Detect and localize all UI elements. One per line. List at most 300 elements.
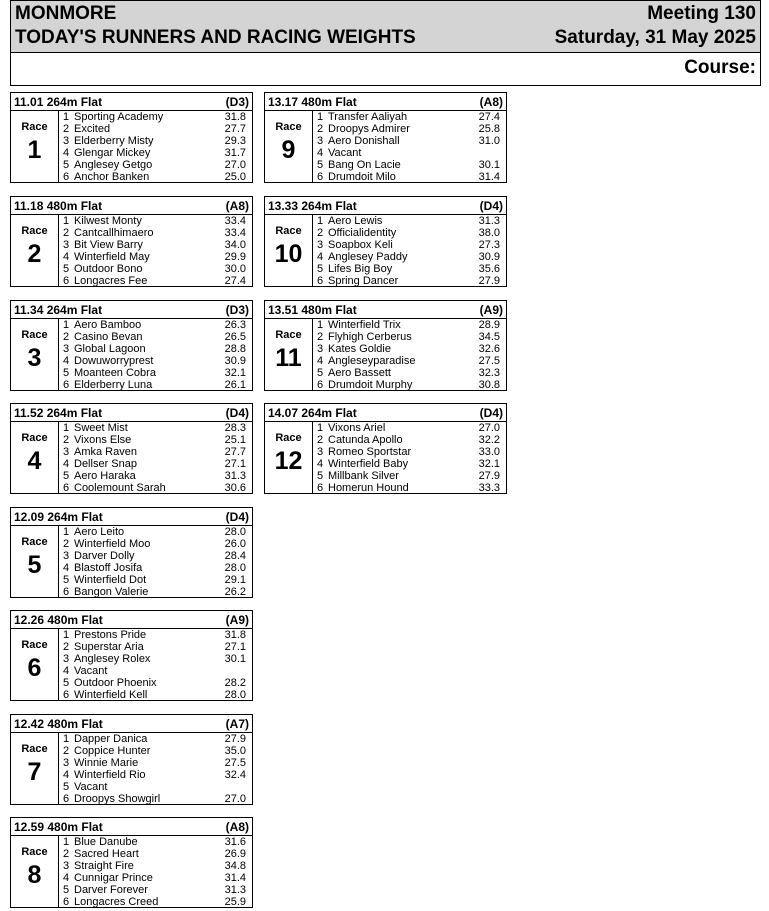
runner-name: Superstar Aria bbox=[74, 641, 144, 653]
runner-row bbox=[59, 641, 252, 653]
race-card-header bbox=[265, 197, 506, 215]
runner-row bbox=[59, 227, 252, 239]
runner-row bbox=[59, 171, 252, 183]
runner-row bbox=[313, 215, 506, 227]
runner-name: Excited bbox=[74, 123, 111, 135]
runner-name: Sacred Heart bbox=[74, 848, 139, 860]
runner-list bbox=[59, 733, 252, 804]
runner-name: Darver Dolly bbox=[74, 550, 135, 562]
trap-number: 6 bbox=[63, 275, 70, 287]
runner-weight: 27.9 bbox=[224, 733, 246, 745]
runner-row bbox=[313, 147, 506, 159]
runner-name: Dowuworryprest bbox=[74, 355, 154, 367]
race-card-header bbox=[11, 715, 252, 733]
runner-weight: 28.2 bbox=[224, 677, 246, 689]
runner-row bbox=[313, 239, 506, 251]
runner-row bbox=[59, 434, 252, 446]
runner-weight: 29.9 bbox=[224, 251, 246, 263]
runner-row bbox=[59, 319, 252, 331]
runner-row bbox=[59, 367, 252, 379]
trap-number: 3 bbox=[63, 343, 70, 355]
trap-number: 3 bbox=[63, 550, 70, 562]
runner-weight: 32.4 bbox=[224, 769, 246, 781]
race-label: Race bbox=[21, 536, 48, 548]
race-number-box bbox=[265, 421, 313, 493]
runner-weight: 34.5 bbox=[478, 331, 500, 343]
runner-row bbox=[59, 275, 252, 287]
runner-name: Homerun Hound bbox=[328, 482, 409, 494]
runner-name: Aero Haraka bbox=[74, 470, 136, 482]
race-number: 12 bbox=[274, 447, 303, 475]
trap-number: 4 bbox=[63, 147, 70, 159]
race-card bbox=[10, 196, 253, 287]
runner-name: Sweet Mist bbox=[74, 422, 128, 434]
race-label: Race bbox=[21, 432, 48, 444]
runner-weight: 33.0 bbox=[478, 446, 500, 458]
runner-name: Kates Goldie bbox=[328, 343, 391, 355]
runner-name: Bit View Barry bbox=[74, 239, 143, 251]
runner-name: Cunnigar Prince bbox=[74, 872, 153, 884]
runner-name: Global Lagoon bbox=[74, 343, 146, 355]
runner-weight: 32.1 bbox=[224, 367, 246, 379]
runner-weight: 28.8 bbox=[224, 343, 246, 355]
race-number-box bbox=[11, 110, 59, 182]
runner-weight: 29.3 bbox=[224, 135, 246, 147]
race-grade: (A9) bbox=[225, 613, 249, 627]
runner-row bbox=[313, 275, 506, 287]
runner-row bbox=[59, 251, 252, 263]
race-card-header bbox=[11, 508, 252, 526]
runner-row bbox=[313, 482, 506, 494]
runner-name: Droopys Showgirl bbox=[74, 793, 161, 805]
runner-weight: 26.1 bbox=[224, 379, 246, 391]
runner-name: Vacant bbox=[74, 665, 108, 677]
runner-weight: 31.3 bbox=[224, 884, 246, 896]
runner-weight: 28.0 bbox=[224, 689, 246, 701]
trap-number: 2 bbox=[63, 123, 70, 135]
runner-row bbox=[59, 562, 252, 574]
trap-number: 1 bbox=[317, 422, 324, 434]
runner-name: Aero Donishall bbox=[328, 135, 400, 147]
runner-list bbox=[313, 422, 506, 493]
trap-number: 6 bbox=[63, 896, 70, 908]
trap-number: 5 bbox=[317, 159, 324, 171]
runner-name: Winterfield May bbox=[74, 251, 150, 263]
trap-number: 3 bbox=[317, 135, 324, 147]
runner-weight: 38.0 bbox=[478, 227, 500, 239]
race-title: 11.01 264m Flat bbox=[14, 95, 103, 109]
trap-number: 6 bbox=[63, 482, 70, 494]
runner-name: Anglesey Paddy bbox=[328, 251, 408, 263]
runner-weight: 32.1 bbox=[478, 458, 500, 470]
runner-row bbox=[313, 355, 506, 367]
runner-row bbox=[59, 482, 252, 494]
trap-number: 1 bbox=[317, 319, 324, 331]
runner-weight: 32.6 bbox=[478, 343, 500, 355]
trap-number: 2 bbox=[317, 227, 324, 239]
runner-row bbox=[59, 872, 252, 884]
race-number-box bbox=[11, 628, 59, 700]
trap-number: 3 bbox=[63, 653, 70, 665]
race-grade: (D4) bbox=[225, 510, 249, 524]
race-title: 14.07 264m Flat bbox=[268, 406, 357, 420]
runner-weight: 34.0 bbox=[224, 239, 246, 251]
runner-name: Vacant bbox=[74, 781, 108, 793]
runner-row bbox=[313, 458, 506, 470]
runner-row bbox=[59, 135, 252, 147]
race-grade: (A7) bbox=[225, 717, 249, 731]
trap-number: 4 bbox=[63, 872, 70, 884]
runner-weight: 26.5 bbox=[224, 331, 246, 343]
trap-number: 3 bbox=[63, 757, 70, 769]
race-label: Race bbox=[275, 432, 302, 444]
runner-name: Aero Bassett bbox=[328, 367, 391, 379]
runner-name: Darver Forever bbox=[74, 884, 148, 896]
runner-row bbox=[59, 757, 252, 769]
runner-weight: 28.0 bbox=[224, 526, 246, 538]
race-number: 4 bbox=[27, 447, 42, 475]
runner-name: Droopys Admirer bbox=[328, 123, 410, 135]
race-title: 13.51 480m Flat bbox=[268, 303, 357, 317]
trap-number: 2 bbox=[63, 848, 70, 860]
race-card bbox=[10, 610, 253, 701]
runner-row bbox=[59, 848, 252, 860]
trap-number: 5 bbox=[63, 574, 70, 586]
runner-name: Romeo Sportstar bbox=[328, 446, 412, 458]
runner-name: Flyhigh Cerberus bbox=[328, 331, 412, 343]
trap-number: 6 bbox=[63, 793, 70, 805]
trap-number: 6 bbox=[317, 275, 324, 287]
runner-row bbox=[59, 379, 252, 391]
runner-list bbox=[313, 319, 506, 390]
trap-number: 2 bbox=[63, 434, 70, 446]
race-label: Race bbox=[21, 225, 48, 237]
runner-weight: 27.9 bbox=[478, 470, 500, 482]
runner-row bbox=[59, 689, 252, 701]
runner-row bbox=[59, 355, 252, 367]
trap-number: 5 bbox=[63, 470, 70, 482]
runner-weight: 25.0 bbox=[224, 171, 246, 183]
race-card bbox=[10, 817, 253, 908]
runner-weight: 27.0 bbox=[224, 159, 246, 171]
runner-weight: 27.4 bbox=[478, 111, 500, 123]
trap-number: 5 bbox=[63, 884, 70, 896]
runner-name: Cantcallhimaero bbox=[74, 227, 154, 239]
trap-number: 3 bbox=[63, 860, 70, 872]
race-card bbox=[264, 403, 507, 494]
runner-row bbox=[59, 147, 252, 159]
runner-name: Winterfield Trix bbox=[328, 319, 401, 331]
race-card-header bbox=[265, 93, 506, 111]
runner-name: Bangon Valerie bbox=[74, 586, 149, 598]
runner-weight: 30.8 bbox=[478, 379, 500, 391]
runner-name: Vacant bbox=[328, 147, 362, 159]
runner-name: Bang On Lacie bbox=[328, 159, 401, 171]
race-number: 1 bbox=[27, 136, 42, 164]
race-label: Race bbox=[275, 329, 302, 341]
runner-weight: 28.3 bbox=[224, 422, 246, 434]
race-number-box bbox=[265, 110, 313, 182]
runner-name: Glengar Mickey bbox=[74, 147, 151, 159]
runner-row bbox=[59, 331, 252, 343]
runner-weight: 26.9 bbox=[224, 848, 246, 860]
runner-row bbox=[59, 836, 252, 848]
runner-list bbox=[59, 422, 252, 493]
race-card bbox=[10, 300, 253, 391]
runner-row bbox=[313, 319, 506, 331]
runner-weight: 26.0 bbox=[224, 538, 246, 550]
race-card bbox=[10, 714, 253, 805]
trap-number: 2 bbox=[63, 331, 70, 343]
trap-number: 2 bbox=[317, 434, 324, 446]
runner-row bbox=[313, 367, 506, 379]
race-card-header bbox=[265, 301, 506, 319]
runner-list bbox=[313, 215, 506, 286]
trap-number: 3 bbox=[63, 239, 70, 251]
page-header bbox=[10, 0, 761, 53]
race-number-box bbox=[11, 525, 59, 597]
runner-name: Moanteen Cobra bbox=[74, 367, 156, 379]
trap-number: 5 bbox=[317, 470, 324, 482]
race-number: 5 bbox=[27, 551, 42, 579]
race-label: Race bbox=[275, 225, 302, 237]
runner-name: Catunda Apollo bbox=[328, 434, 403, 446]
runner-row bbox=[313, 111, 506, 123]
race-title: 12.09 264m Flat bbox=[14, 510, 103, 524]
trap-number: 5 bbox=[317, 263, 324, 275]
runner-row bbox=[59, 159, 252, 171]
runner-row bbox=[59, 586, 252, 598]
runner-name: Amka Raven bbox=[74, 446, 137, 458]
runner-weight: 35.6 bbox=[478, 263, 500, 275]
runner-row bbox=[59, 733, 252, 745]
race-number: 10 bbox=[274, 240, 303, 268]
runner-weight: 27.3 bbox=[478, 239, 500, 251]
trap-number: 5 bbox=[63, 367, 70, 379]
runner-row bbox=[313, 446, 506, 458]
race-card bbox=[10, 507, 253, 598]
runner-row bbox=[59, 215, 252, 227]
page-subtitle: TODAY'S RUNNERS AND RACING WEIGHTS bbox=[15, 27, 416, 48]
runner-name: Millbank Silver bbox=[328, 470, 399, 482]
trap-number: 3 bbox=[63, 135, 70, 147]
runner-weight: 28.4 bbox=[224, 550, 246, 562]
runner-weight: 27.1 bbox=[224, 458, 246, 470]
runner-weight: 25.8 bbox=[478, 123, 500, 135]
runner-name: Officialidentity bbox=[328, 227, 397, 239]
runner-weight: 27.0 bbox=[224, 793, 246, 805]
runner-row bbox=[59, 458, 252, 470]
race-grade: (A8) bbox=[225, 199, 249, 213]
race-card-header bbox=[265, 404, 506, 422]
trap-number: 4 bbox=[63, 458, 70, 470]
trap-number: 5 bbox=[317, 367, 324, 379]
runner-weight: 27.9 bbox=[478, 275, 500, 287]
runner-name: Drumdoit Murphy bbox=[328, 379, 413, 391]
runner-name: Vixons Else bbox=[74, 434, 132, 446]
runner-name: Coolemount Sarah bbox=[74, 482, 166, 494]
trap-number: 6 bbox=[63, 171, 70, 183]
race-title: 12.42 480m Flat bbox=[14, 717, 103, 731]
race-label: Race bbox=[275, 121, 302, 133]
runner-name: Straight Fire bbox=[74, 860, 134, 872]
runner-name: Elderberry Luna bbox=[74, 379, 153, 391]
runner-row bbox=[313, 123, 506, 135]
runner-weight: 27.5 bbox=[478, 355, 500, 367]
trap-number: 1 bbox=[63, 733, 70, 745]
runner-row bbox=[59, 343, 252, 355]
trap-number: 2 bbox=[317, 331, 324, 343]
trap-number: 4 bbox=[317, 355, 324, 367]
runner-weight: 31.3 bbox=[478, 215, 500, 227]
runner-row bbox=[59, 422, 252, 434]
runner-list bbox=[59, 629, 252, 700]
race-label: Race bbox=[21, 846, 48, 858]
race-grade: (A8) bbox=[225, 820, 249, 834]
runner-name: Winterfield Baby bbox=[328, 458, 409, 470]
runner-row bbox=[59, 574, 252, 586]
trap-number: 3 bbox=[317, 239, 324, 251]
trap-number: 6 bbox=[63, 586, 70, 598]
runner-name: Anchor Banken bbox=[74, 171, 150, 183]
trap-number: 2 bbox=[63, 745, 70, 757]
runner-name: Vixons Ariel bbox=[328, 422, 386, 434]
trap-number: 2 bbox=[317, 123, 324, 135]
trap-number: 2 bbox=[63, 538, 70, 550]
runner-row bbox=[313, 263, 506, 275]
runner-row bbox=[59, 677, 252, 689]
race-number-box bbox=[265, 318, 313, 390]
runner-name: Dapper Danica bbox=[74, 733, 148, 745]
runner-name: Coppice Hunter bbox=[74, 745, 151, 757]
runner-weight: 25.9 bbox=[224, 896, 246, 908]
meeting-date: Saturday, 31 May 2025 bbox=[554, 27, 756, 48]
trap-number: 5 bbox=[63, 781, 70, 793]
runner-row bbox=[313, 171, 506, 183]
runner-weight: 33.4 bbox=[224, 227, 246, 239]
race-number: 7 bbox=[27, 758, 42, 786]
runner-list bbox=[313, 111, 506, 182]
runner-name: Blastoff Josifa bbox=[74, 562, 143, 574]
race-grade: (D4) bbox=[225, 406, 249, 420]
race-card-header bbox=[11, 404, 252, 422]
race-title: 11.52 264m Flat bbox=[14, 406, 103, 420]
race-title: 12.26 480m Flat bbox=[14, 613, 103, 627]
runner-weight: 32.2 bbox=[478, 434, 500, 446]
race-number-box bbox=[11, 732, 59, 804]
runner-weight: 28.9 bbox=[478, 319, 500, 331]
race-number-box bbox=[265, 214, 313, 286]
race-label: Race bbox=[21, 121, 48, 133]
trap-number: 4 bbox=[317, 147, 324, 159]
trap-number: 1 bbox=[63, 526, 70, 538]
trap-number: 5 bbox=[63, 677, 70, 689]
runner-weight: 30.1 bbox=[478, 159, 500, 171]
trap-number: 4 bbox=[63, 562, 70, 574]
runner-row bbox=[59, 446, 252, 458]
runner-row bbox=[59, 470, 252, 482]
runner-row bbox=[59, 629, 252, 641]
race-card bbox=[264, 92, 507, 183]
runner-weight: 34.8 bbox=[224, 860, 246, 872]
runner-name: Longacres Creed bbox=[74, 896, 159, 908]
trap-number: 6 bbox=[317, 171, 324, 183]
runner-list bbox=[59, 111, 252, 182]
runner-name: Winterfield Dot bbox=[74, 574, 147, 586]
trap-number: 4 bbox=[63, 251, 70, 263]
trap-number: 4 bbox=[317, 251, 324, 263]
race-number: 2 bbox=[27, 240, 42, 268]
race-number-box bbox=[11, 318, 59, 390]
runner-weight: 30.0 bbox=[224, 263, 246, 275]
trap-number: 6 bbox=[63, 379, 70, 391]
course-label: Course: bbox=[684, 57, 756, 78]
runner-row bbox=[59, 239, 252, 251]
runner-name: Blue Danube bbox=[74, 836, 138, 848]
race-label: Race bbox=[21, 639, 48, 651]
race-number: 3 bbox=[27, 344, 42, 372]
trap-number: 4 bbox=[317, 458, 324, 470]
runner-name: Outdoor Phoenix bbox=[74, 677, 157, 689]
runner-row bbox=[59, 665, 252, 677]
trap-number: 3 bbox=[317, 343, 324, 355]
runner-row bbox=[59, 793, 252, 805]
race-grade: (D4) bbox=[479, 406, 503, 420]
runner-row bbox=[313, 422, 506, 434]
runner-row bbox=[313, 434, 506, 446]
race-number: 9 bbox=[281, 136, 296, 164]
runner-row bbox=[59, 653, 252, 665]
runner-name: Kilwest Monty bbox=[74, 215, 142, 227]
race-card bbox=[264, 300, 507, 391]
runner-row bbox=[59, 550, 252, 562]
trap-number: 1 bbox=[63, 111, 70, 123]
runner-row bbox=[59, 860, 252, 872]
race-grade: (D3) bbox=[225, 95, 249, 109]
runner-weight: 30.9 bbox=[224, 355, 246, 367]
race-number-box bbox=[11, 421, 59, 493]
meeting-number: Meeting 130 bbox=[647, 3, 756, 24]
race-card-header bbox=[11, 197, 252, 215]
race-card-header bbox=[11, 93, 252, 111]
runner-name: Winnie Marie bbox=[74, 757, 139, 769]
runner-weight: 27.7 bbox=[224, 123, 246, 135]
runner-name: Anglesey Getgo bbox=[74, 159, 153, 171]
runner-row bbox=[313, 135, 506, 147]
trap-number: 3 bbox=[317, 446, 324, 458]
runner-row bbox=[59, 896, 252, 908]
runner-weight: 27.0 bbox=[478, 422, 500, 434]
trap-number: 1 bbox=[317, 215, 324, 227]
runner-weight: 25.1 bbox=[224, 434, 246, 446]
runner-name: Prestons Pride bbox=[74, 629, 147, 641]
runner-name: Casino Bevan bbox=[74, 331, 143, 343]
trap-number: 2 bbox=[63, 641, 70, 653]
trap-number: 6 bbox=[317, 482, 324, 494]
runner-weight: 31.7 bbox=[224, 147, 246, 159]
runner-list bbox=[59, 215, 252, 286]
runner-weight: 31.0 bbox=[478, 135, 500, 147]
runner-row bbox=[59, 263, 252, 275]
runner-weight: 31.6 bbox=[224, 836, 246, 848]
race-number: 6 bbox=[27, 654, 42, 682]
runner-name: Winterfield Moo bbox=[74, 538, 151, 550]
race-title: 11.18 480m Flat bbox=[14, 199, 103, 213]
runner-list bbox=[59, 319, 252, 390]
runner-weight: 30.1 bbox=[224, 653, 246, 665]
runner-weight: 31.4 bbox=[478, 171, 500, 183]
runner-name: Longacres Fee bbox=[74, 275, 148, 287]
